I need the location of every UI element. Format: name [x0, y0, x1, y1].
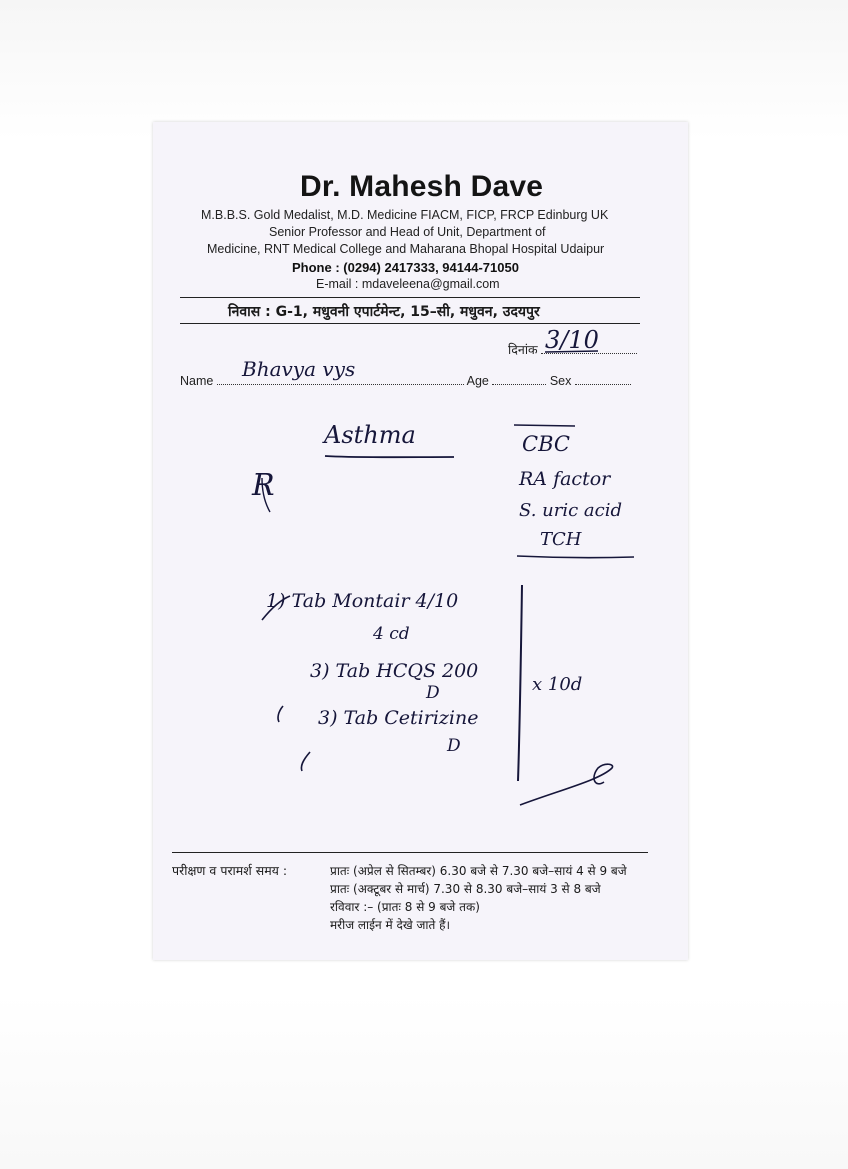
medication-line: 3) Tab Cetirizine — [318, 707, 479, 729]
phone-numbers: Phone : (0294) 2417333, 94144-71050 — [292, 260, 519, 275]
age-dotted-line — [492, 372, 546, 385]
duration-note: x 10d — [532, 674, 583, 695]
qualifications-line-2: Senior Professor and Head of Unit, Department of — [269, 225, 546, 239]
residence-address: निवास : G-1, मधुवनी एपार्टमेन्ट, 15–सी, मधुवन, उदयपुर — [228, 304, 540, 320]
sex-dotted-line — [575, 372, 631, 385]
age-label: Age — [466, 374, 489, 388]
consultation-timing-label: परीक्षण व परामर्श समय : — [172, 863, 288, 878]
email-address: E-mail : mdaveleena@gmail.com — [316, 277, 500, 291]
footer-rule — [172, 852, 648, 853]
header-rule-top — [180, 297, 640, 298]
timing-line: रविवार :– (प्रातः 8 से 9 बजे तक) — [330, 900, 480, 914]
sex-label: Sex — [549, 374, 572, 388]
timing-line: मरीज लाईन में देखे जाते हैं। — [330, 918, 451, 932]
handwritten-diagnosis: Asthma — [324, 421, 416, 449]
rx-symbol: R — [252, 468, 275, 503]
qualifications-line-1: M.B.B.S. Gold Medalist, M.D. Medicine FIACM, FICP, FRCP Edinburg UK — [201, 208, 609, 222]
investigation-item: S. uric acid — [519, 500, 622, 521]
medication-line: 3) Tab HCQS 200 — [310, 660, 479, 682]
timing-line: प्रातः (अक्टूबर से मार्च) 7.30 से 8.30 बजे–सायं 3 से 8 बजे — [330, 882, 601, 896]
medication-line: D — [426, 683, 440, 703]
date-label: दिनांक — [508, 343, 538, 357]
doctor-name: Dr. Mahesh Dave — [300, 170, 544, 203]
investigation-item: RA factor — [519, 468, 611, 490]
handwritten-date: 3/10 — [545, 326, 599, 354]
handwritten-patient-name: Bhavya vys — [242, 357, 356, 381]
investigation-item: CBC — [522, 432, 570, 456]
medication-line: 1) Tab Montair 4/10 — [266, 590, 459, 612]
investigation-item: TCH — [540, 529, 582, 550]
qualifications-line-3: Medicine, RNT Medical College and Maharana Bhopal Hospital Udaipur — [207, 242, 605, 256]
medication-line: 4 cd — [373, 624, 410, 644]
header-rule-bottom — [180, 323, 640, 324]
timing-line: प्रातः (अप्रेल से सितम्बर) 6.30 बजे से 7.30 बजे–सायं 4 से 9 बजे — [330, 864, 627, 878]
name-label: Name — [180, 374, 214, 388]
medication-line: D — [447, 736, 461, 756]
